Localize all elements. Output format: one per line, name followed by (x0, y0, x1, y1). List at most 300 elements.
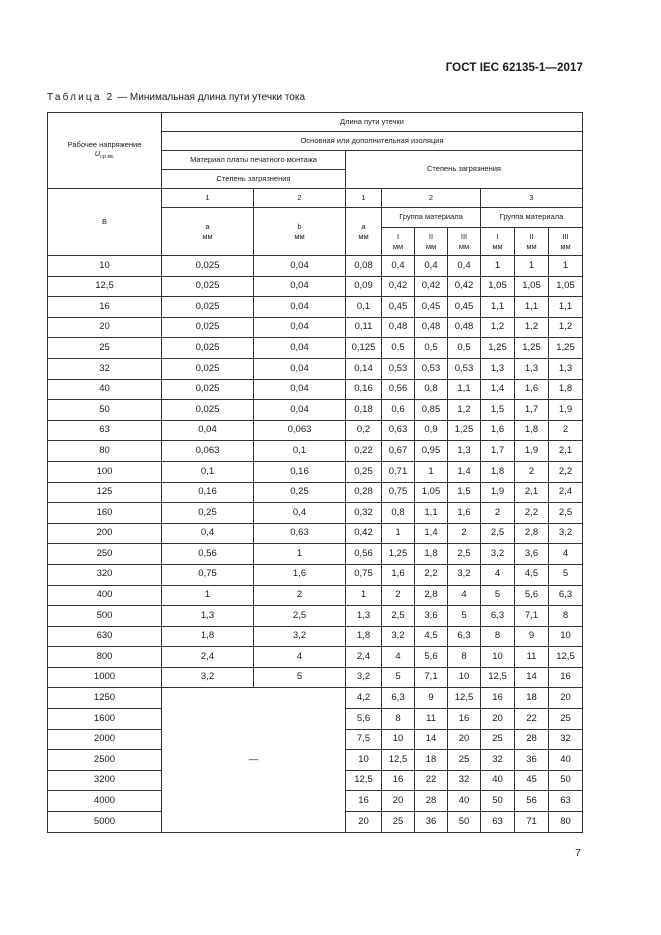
voltage-cell: 320 (48, 564, 162, 585)
value-cell: 0,04 (254, 276, 346, 297)
pcb-material-header: Материал платы печатного монтажа (162, 151, 346, 170)
value-cell: 7,1 (515, 606, 549, 627)
table-row (48, 317, 583, 338)
value-cell: 0,025 (162, 256, 254, 277)
value-cell: 45 (515, 770, 549, 791)
value-cell: 3,2 (346, 667, 382, 688)
table-row (48, 606, 583, 627)
value-cell: 4,5 (415, 626, 448, 647)
table-row (48, 482, 583, 503)
table-row (48, 461, 583, 482)
value-cell: 12,5 (481, 667, 515, 688)
value-cell: 1 (549, 256, 583, 277)
value-cell: 1,3 (549, 358, 583, 379)
value-cell: 32 (448, 770, 481, 791)
value-cell: 1,2 (515, 317, 549, 338)
value-cell: 2 (382, 585, 415, 606)
value-cell: 2,5 (254, 606, 346, 627)
value-cell: 0,025 (162, 358, 254, 379)
voltage-cell: 125 (48, 482, 162, 503)
value-cell: 36 (515, 750, 549, 771)
value-cell: 50 (448, 812, 481, 833)
value-cell: 3,6 (415, 606, 448, 627)
value-cell: 2,2 (415, 564, 448, 585)
value-cell: 6,3 (481, 606, 515, 627)
value-cell: 1,8 (515, 420, 549, 441)
value-cell: 1 (346, 585, 382, 606)
value-cell: 22 (415, 770, 448, 791)
value-cell: 5,6 (346, 709, 382, 730)
value-cell: 0,1 (162, 461, 254, 482)
value-cell: 0,56 (162, 544, 254, 565)
value-cell: 2,5 (448, 544, 481, 565)
table-row (48, 256, 583, 277)
value-cell: 3,2 (382, 626, 415, 647)
degree-1: 1 (346, 189, 382, 208)
col-b-letter: b (297, 222, 302, 232)
col-deg1-mm: мм (358, 231, 369, 241)
value-cell: 5 (382, 667, 415, 688)
value-cell: 2 (481, 503, 515, 524)
value-cell: 0,48 (448, 317, 481, 338)
value-cell: 0,63 (254, 523, 346, 544)
value-cell: 50 (549, 770, 583, 791)
value-cell: 1,2 (481, 317, 515, 338)
value-cell: 0,42 (448, 276, 481, 297)
col-b-mm: мм (294, 231, 305, 241)
col-a-mm: мм (202, 231, 213, 241)
value-cell: 6,3 (549, 585, 583, 606)
value-cell: 0,5 (382, 338, 415, 359)
table-row (48, 276, 583, 297)
creepage-header: Длина пути утечки (162, 113, 583, 132)
table-row (48, 585, 583, 606)
value-cell: 8 (382, 709, 415, 730)
value-cell: 10 (549, 626, 583, 647)
table-row (48, 400, 583, 421)
value-cell: 1,6 (481, 420, 515, 441)
value-cell: 0,16 (162, 482, 254, 503)
value-cell: 25 (481, 729, 515, 750)
value-cell: 0,16 (346, 379, 382, 400)
value-cell: 0,2 (346, 420, 382, 441)
degree-3: 3 (481, 189, 583, 208)
value-cell: 6,3 (448, 626, 481, 647)
value-cell: 16 (346, 791, 382, 812)
standard-code: ГОСТ IEC 62135-1—2017 (445, 62, 583, 74)
value-cell: 50 (481, 791, 515, 812)
value-cell: 12,5 (448, 688, 481, 709)
insulation-header: Основная или дополнительная изоляция (162, 132, 583, 151)
voltage-cell: 5000 (48, 812, 162, 833)
value-cell: 10 (382, 729, 415, 750)
value-cell: 1,8 (549, 379, 583, 400)
value-cell: 5 (481, 585, 515, 606)
value-cell: 25 (448, 750, 481, 771)
col-a-unit (162, 208, 254, 256)
value-cell: 1,1 (448, 379, 481, 400)
volt-unit-header: В (48, 189, 162, 256)
voltage-cell: 100 (48, 461, 162, 482)
value-cell: 0,45 (415, 297, 448, 318)
value-cell: 2 (448, 523, 481, 544)
value-cell: 0,53 (415, 358, 448, 379)
value-cell: 4 (481, 564, 515, 585)
voltage-cell: 3200 (48, 770, 162, 791)
value-cell: 0,025 (162, 276, 254, 297)
pollution-degree-header-right: Степень загрязнения (346, 151, 583, 189)
value-cell: 0,6 (382, 400, 415, 421)
voltage-cell: 160 (48, 503, 162, 524)
value-cell: 0,4 (162, 523, 254, 544)
value-cell: 0,025 (162, 297, 254, 318)
group-cell: III мм (549, 228, 583, 256)
value-cell: 7,1 (415, 667, 448, 688)
value-cell: 0,45 (448, 297, 481, 318)
value-cell: 1,3 (448, 441, 481, 462)
voltage-cell: 500 (48, 606, 162, 627)
value-cell: 22 (515, 709, 549, 730)
value-cell: 1,25 (382, 544, 415, 565)
value-cell: 5,6 (415, 647, 448, 668)
table-row (48, 441, 583, 462)
value-cell: 3,6 (515, 544, 549, 565)
value-cell: 0,8 (382, 503, 415, 524)
value-cell: 1 (415, 461, 448, 482)
value-cell: 1,3 (162, 606, 254, 627)
value-cell: 1,3 (346, 606, 382, 627)
value-cell: 0,4 (382, 256, 415, 277)
col-a-letter: a (205, 222, 210, 232)
value-cell: 8 (549, 606, 583, 627)
value-cell: 1,7 (481, 441, 515, 462)
group-cell: III мм (448, 228, 481, 256)
table-row (48, 503, 583, 524)
value-cell: 2,1 (549, 441, 583, 462)
value-cell: 0,04 (254, 297, 346, 318)
voltage-cell: 1600 (48, 709, 162, 730)
value-cell: 10 (481, 647, 515, 668)
working-voltage-label: Рабочее напряжение (67, 140, 142, 150)
value-cell: 2,1 (515, 482, 549, 503)
value-cell: 40 (549, 750, 583, 771)
table-caption-dash: — (117, 92, 128, 103)
value-cell: 3,2 (549, 523, 583, 544)
table-row (48, 338, 583, 359)
voltage-cell: 20 (48, 317, 162, 338)
value-cell: 8 (448, 647, 481, 668)
value-cell: 0,04 (254, 317, 346, 338)
voltage-cell: 2000 (48, 729, 162, 750)
value-cell: 28 (415, 791, 448, 812)
value-cell: 0,75 (346, 564, 382, 585)
voltage-symbol: U (94, 148, 101, 158)
value-cell: 2,4 (549, 482, 583, 503)
value-cell: 3,2 (448, 564, 481, 585)
value-cell: 0,53 (382, 358, 415, 379)
creepage-table (47, 112, 583, 833)
value-cell: 0,48 (415, 317, 448, 338)
value-cell: 0,42 (346, 523, 382, 544)
value-cell: 0,18 (346, 400, 382, 421)
voltage-cell: 2500 (48, 750, 162, 771)
value-cell: 0,48 (382, 317, 415, 338)
value-cell: 0,4 (415, 256, 448, 277)
value-cell: 1,5 (448, 482, 481, 503)
degree-2: 2 (382, 189, 481, 208)
value-cell: 2,5 (549, 503, 583, 524)
value-cell: 1,6 (382, 564, 415, 585)
table-caption-title: Минимальная длина пути утечки тока (129, 92, 306, 103)
value-cell: 0,9 (415, 420, 448, 441)
page-number: 7 (575, 847, 581, 859)
value-cell: 1,9 (549, 400, 583, 421)
voltage-cell: 80 (48, 441, 162, 462)
value-cell: 1,6 (515, 379, 549, 400)
value-cell: 0,04 (254, 400, 346, 421)
value-cell: 0,04 (254, 338, 346, 359)
voltage-cell: 32 (48, 358, 162, 379)
value-cell: 0,45 (382, 297, 415, 318)
value-cell: 71 (515, 812, 549, 833)
table-row (48, 564, 583, 585)
voltage-cell: 630 (48, 626, 162, 647)
value-cell: 16 (448, 709, 481, 730)
value-cell: 0,25 (346, 461, 382, 482)
value-cell: 36 (415, 812, 448, 833)
voltage-cell: 800 (48, 647, 162, 668)
value-cell: 1,05 (415, 482, 448, 503)
value-cell: 1,8 (481, 461, 515, 482)
value-cell: 0,53 (448, 358, 481, 379)
value-cell: 20 (448, 729, 481, 750)
value-cell: 0,09 (346, 276, 382, 297)
value-cell: 12,5 (549, 647, 583, 668)
value-cell: 0,25 (254, 482, 346, 503)
value-cell: 25 (382, 812, 415, 833)
value-cell: 1,6 (448, 503, 481, 524)
value-cell: 1,9 (515, 441, 549, 462)
value-cell: 1,8 (162, 626, 254, 647)
value-cell: 0,67 (382, 441, 415, 462)
table-row (48, 420, 583, 441)
table-row (48, 667, 583, 688)
value-cell: 1,1 (481, 297, 515, 318)
value-cell: 4 (448, 585, 481, 606)
value-cell: 5 (448, 606, 481, 627)
value-cell: 0,025 (162, 317, 254, 338)
value-cell: 1,25 (448, 420, 481, 441)
value-cell: 1,05 (549, 276, 583, 297)
value-cell: 1,25 (481, 338, 515, 359)
value-cell: 0,14 (346, 358, 382, 379)
pollution-degree-header-left: Степень загрязнения (162, 170, 346, 189)
value-cell: 12,5 (346, 770, 382, 791)
value-cell: 7,5 (346, 729, 382, 750)
value-cell: 8 (481, 626, 515, 647)
value-cell: 1,4 (415, 523, 448, 544)
value-cell: 1,25 (549, 338, 583, 359)
value-cell: 2,4 (346, 647, 382, 668)
group-cell: I мм (481, 228, 515, 256)
value-cell: 0,28 (346, 482, 382, 503)
value-cell: 1 (254, 544, 346, 565)
value-cell: 9 (415, 688, 448, 709)
value-cell: 0,75 (162, 564, 254, 585)
value-cell: 56 (515, 791, 549, 812)
value-cell: 18 (515, 688, 549, 709)
table-row (48, 688, 583, 709)
value-cell: 0,04 (162, 420, 254, 441)
value-cell: 4 (254, 647, 346, 668)
voltage-cell: 10 (48, 256, 162, 277)
value-cell: 5,6 (515, 585, 549, 606)
value-cell: 4 (382, 647, 415, 668)
material-group-header-2: Группа материала (382, 208, 481, 228)
not-applicable-cell: — (162, 688, 346, 832)
value-cell: 0,5 (415, 338, 448, 359)
value-cell: 2,2 (549, 461, 583, 482)
value-cell: 0,025 (162, 338, 254, 359)
value-cell: 0,95 (415, 441, 448, 462)
value-cell: 0,22 (346, 441, 382, 462)
value-cell: 0,063 (254, 420, 346, 441)
value-cell: 5 (254, 667, 346, 688)
value-cell: 20 (346, 812, 382, 833)
value-cell: 1,4 (448, 461, 481, 482)
voltage-subscript: ср.кв. (100, 153, 115, 160)
value-cell: 18 (415, 750, 448, 771)
value-cell: 1,25 (515, 338, 549, 359)
voltage-cell: 40 (48, 379, 162, 400)
value-cell: 1,5 (481, 400, 515, 421)
col-b-unit (254, 208, 346, 256)
value-cell: 1 (481, 256, 515, 277)
value-cell: 4 (549, 544, 583, 565)
table-caption-label: Таблица 2 (47, 92, 115, 103)
value-cell: 63 (549, 791, 583, 812)
value-cell: 9 (515, 626, 549, 647)
table-caption (47, 92, 305, 103)
value-cell: 32 (549, 729, 583, 750)
value-cell: 12,5 (382, 750, 415, 771)
voltage-cell: 400 (48, 585, 162, 606)
value-cell: 0,56 (346, 544, 382, 565)
value-cell: 10 (346, 750, 382, 771)
value-cell: 1,1 (515, 297, 549, 318)
table-row (48, 297, 583, 318)
value-cell: 0,025 (162, 400, 254, 421)
degree-pcb-1: 1 (162, 189, 254, 208)
value-cell: 63 (481, 812, 515, 833)
value-cell: 1,05 (481, 276, 515, 297)
value-cell: 20 (382, 791, 415, 812)
value-cell: 1,8 (415, 544, 448, 565)
value-cell: 0,71 (382, 461, 415, 482)
value-cell: 10 (448, 667, 481, 688)
value-cell: 2,2 (515, 503, 549, 524)
value-cell: 0,42 (415, 276, 448, 297)
value-cell: 16 (549, 667, 583, 688)
value-cell: 0,85 (415, 400, 448, 421)
table-row (48, 647, 583, 668)
value-cell: 28 (515, 729, 549, 750)
value-cell: 4,5 (515, 564, 549, 585)
value-cell: 1,2 (549, 317, 583, 338)
value-cell: 14 (415, 729, 448, 750)
table-row (48, 544, 583, 565)
value-cell: 0,1 (346, 297, 382, 318)
value-cell: 0,32 (346, 503, 382, 524)
voltage-cell: 63 (48, 420, 162, 441)
value-cell: 0,4 (448, 256, 481, 277)
col-deg1-unit (346, 208, 382, 256)
value-cell: 1,1 (415, 503, 448, 524)
value-cell: 14 (515, 667, 549, 688)
value-cell: 32 (481, 750, 515, 771)
value-cell: 1,8 (346, 626, 382, 647)
value-cell: 16 (382, 770, 415, 791)
material-group-header-3: Группа материала (481, 208, 583, 228)
value-cell: 0,04 (254, 256, 346, 277)
value-cell: 2,8 (515, 523, 549, 544)
value-cell: 0,63 (382, 420, 415, 441)
value-cell: 0,08 (346, 256, 382, 277)
value-cell: 1,3 (515, 358, 549, 379)
value-cell: 40 (481, 770, 515, 791)
value-cell: 3,2 (162, 667, 254, 688)
value-cell: 2 (254, 585, 346, 606)
value-cell: 1 (382, 523, 415, 544)
working-voltage-header (48, 113, 162, 189)
value-cell: 0,11 (346, 317, 382, 338)
value-cell: 2 (515, 461, 549, 482)
table-row (48, 379, 583, 400)
value-cell: 1,1 (549, 297, 583, 318)
value-cell: 1,05 (515, 276, 549, 297)
value-cell: 1,3 (481, 358, 515, 379)
value-cell: 0,1 (254, 441, 346, 462)
value-cell: 25 (549, 709, 583, 730)
value-cell: 40 (448, 791, 481, 812)
value-cell: 1 (515, 256, 549, 277)
voltage-cell: 16 (48, 297, 162, 318)
value-cell: 2,5 (382, 606, 415, 627)
value-cell: 0,063 (162, 441, 254, 462)
value-cell: 80 (549, 812, 583, 833)
value-cell: 1 (162, 585, 254, 606)
value-cell: 0,56 (382, 379, 415, 400)
value-cell: 11 (415, 709, 448, 730)
value-cell: 0,4 (254, 503, 346, 524)
voltage-cell: 12,5 (48, 276, 162, 297)
degree-pcb-2: 2 (254, 189, 346, 208)
group-cell: II мм (415, 228, 448, 256)
value-cell: 0,125 (346, 338, 382, 359)
value-cell: 1,2 (448, 400, 481, 421)
group-cell: II мм (515, 228, 549, 256)
value-cell: 1,9 (481, 482, 515, 503)
value-cell: 0,25 (162, 503, 254, 524)
value-cell: 0,42 (382, 276, 415, 297)
voltage-cell: 50 (48, 400, 162, 421)
value-cell: 0,025 (162, 379, 254, 400)
table-body (48, 256, 583, 833)
value-cell: 0,16 (254, 461, 346, 482)
value-cell: 3,2 (481, 544, 515, 565)
value-cell: 3,2 (254, 626, 346, 647)
value-cell: 0,04 (254, 358, 346, 379)
